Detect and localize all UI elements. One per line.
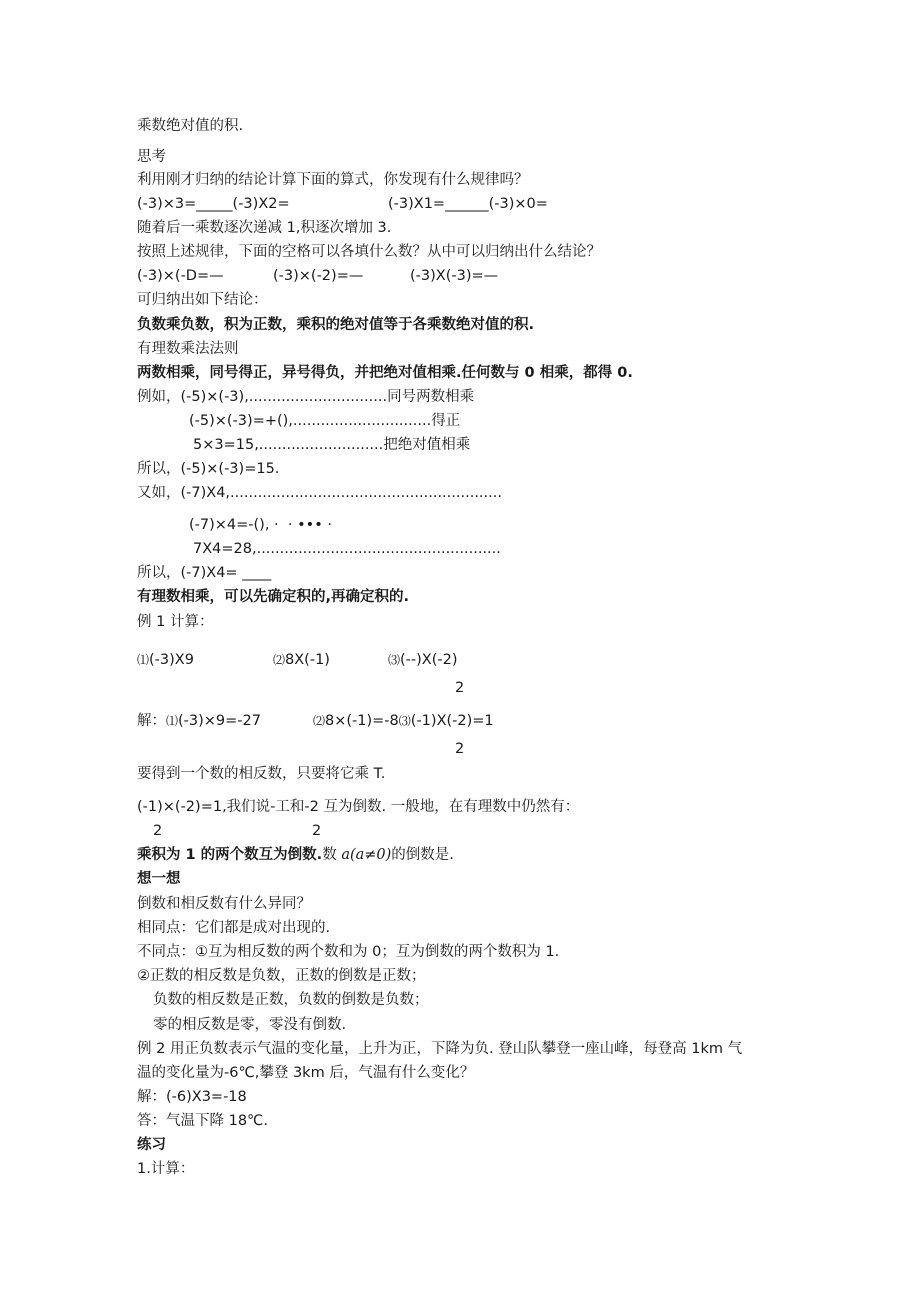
- text-line: 按照上述规律，下面的空格可以各填什么数？从中可以归纳出什么结论？: [137, 244, 601, 260]
- fraction-denominator: 2: [455, 741, 465, 757]
- exercise-item: 1.计算：: [137, 1161, 195, 1177]
- fraction-denominator: 2: [455, 680, 465, 696]
- definition-text: 数: [322, 847, 342, 863]
- formula-line: (-3)×3=_____(-3)X2=: [137, 196, 290, 212]
- text-line: (-1)×(-2)=1,我们说-工和-2 互为倒数. 一般地，在有理数中仍然有：: [137, 799, 580, 815]
- example-line: 7X4=28,.....................................................: [193, 541, 501, 557]
- section-heading: 有理数乘法法则: [137, 341, 239, 357]
- formula-line: (-3)×(-2)=—: [273, 268, 364, 284]
- problem-3: [388, 650, 458, 670]
- problem-2: [273, 650, 330, 670]
- text-line: 要得到一个数的相反数，只要将它乘 T.: [137, 766, 386, 782]
- rule-statement: 负数乘负数，积为正数，乘积的绝对值等于各乘数绝对值的积.: [137, 317, 535, 333]
- problem-number: ⑴: [137, 653, 150, 667]
- example-line: 又如，(-7)X4,...........................................................: [137, 485, 502, 501]
- problem-number: ⑶: [398, 714, 411, 728]
- text-line: 乘数绝对值的积.: [137, 118, 244, 134]
- solution-expr: (-3)×9=-27: [178, 713, 261, 729]
- text-line: 相同点：它们都是成对出现的.: [137, 920, 331, 936]
- example-line: 5×3=15,...........................把绝对值相乘: [193, 437, 471, 453]
- text-line: ②正数的相反数是负数，正数的倒数是正数；: [137, 968, 426, 984]
- solution-expr: (-1)X(-2)=1: [410, 713, 494, 729]
- problem-expr: (--)X(-2): [400, 652, 458, 668]
- heading-think: 思考: [137, 149, 166, 165]
- multiplication-rule: 两数相乘，同号得正，异号得负，并把绝对值相乘.任何数与 0 相乘，都得 0.: [137, 365, 633, 381]
- example-2-line: 温的变化量为-6℃,攀登 3km 后，气温有什么变化？: [137, 1065, 475, 1081]
- fraction-denominator: 2: [312, 823, 322, 839]
- answer-line: 答：气温下降 18℃.: [137, 1113, 268, 1129]
- text-line: 不同点：①互为相反数的两个数和为 0；互为倒数的两个数积为 1.: [137, 944, 560, 960]
- problem-number: ⑴: [166, 714, 179, 728]
- problem-expr: (-3)X9: [149, 652, 194, 668]
- solution-line: 解：(-6)X3=-18: [137, 1089, 247, 1105]
- definition-bold: 乘积为 1 的两个数互为倒数.: [137, 847, 323, 863]
- text-line: 零的相反数是零，零没有倒数.: [153, 1017, 347, 1033]
- definition-text: 的倒数是.: [391, 847, 454, 863]
- example-heading: 例 1 计算：: [137, 614, 214, 630]
- text-line: 负数的相反数是正数，负数的倒数是负数；: [153, 992, 429, 1008]
- example-2-line: 例 2 用正负数表示气温的变化量，上升为正，下降为负. 登山队攀登一座山峰，每登高 1km 气: [137, 1041, 743, 1057]
- heading-think-more: 想一想: [137, 871, 181, 887]
- problem-number: ⑵: [313, 714, 326, 728]
- heading-practice: 练习: [137, 1137, 166, 1153]
- rule-statement: 有理数相乘，可以先确定积的,再确定积的.: [137, 589, 410, 605]
- fraction-denominator: 2: [153, 823, 163, 839]
- problem-number: ⑶: [388, 653, 401, 667]
- problem-1: [137, 650, 194, 670]
- example-line: 所以，(-5)×(-3)=15.: [137, 461, 280, 477]
- formula-line: (-3)X1=______(-3)×0=: [388, 196, 548, 212]
- formula-line: (-3)×(-D=—: [137, 268, 224, 284]
- variable-expr: a(a≠0): [341, 847, 392, 863]
- solution-2-3: [313, 711, 494, 731]
- problem-number: ⑵: [273, 653, 286, 667]
- example-line: 所以，(-7)X4= ____: [137, 565, 272, 581]
- example-line: (-7)×4=-(), · · ••• ·: [189, 517, 332, 533]
- text-line: 随着后一乘数逐次递减 1,积逐次增加 3.: [137, 220, 392, 236]
- problem-expr: 8X(-1): [285, 652, 330, 668]
- solution-label: 解：: [137, 713, 166, 729]
- formula-line: (-3)X(-3)=—: [410, 268, 499, 284]
- example-line: 例如，(-5)×(-3),..............................同号两数相乘: [137, 389, 475, 405]
- reciprocal-definition: [137, 845, 454, 865]
- solution-1: [137, 711, 261, 731]
- text-line: 倒数和相反数有什么异同？: [137, 896, 311, 912]
- text-line: 可归纳出如下结论：: [137, 292, 268, 308]
- example-line: (-5)×(-3)=+(),..............................得正: [189, 413, 461, 429]
- text-line: 利用刚才归纳的结论计算下面的算式，你发现有什么规律吗？: [137, 172, 529, 188]
- solution-expr: 8×(-1)=-8: [325, 713, 399, 729]
